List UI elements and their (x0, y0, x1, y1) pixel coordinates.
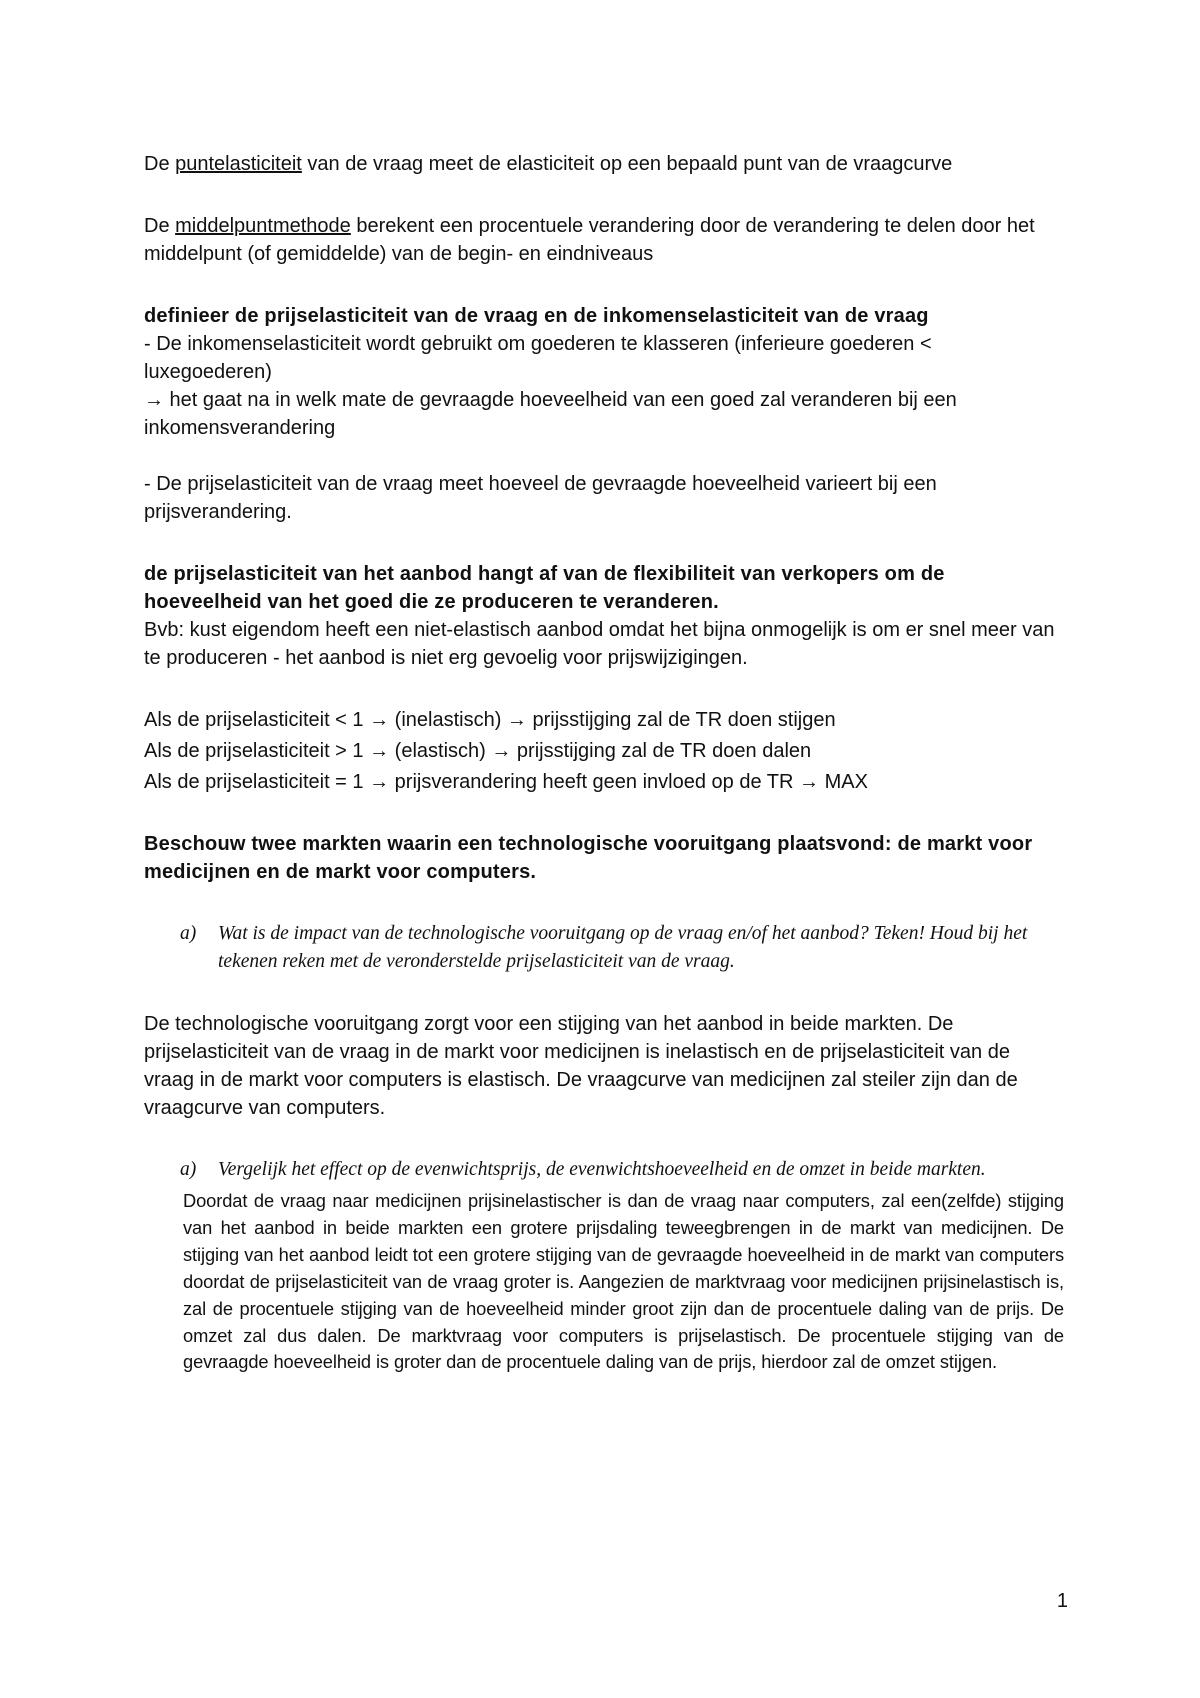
answer-b: Doordat de vraag naar medicijnen prijsinelastischer is dan de vraag naar computers, zal een(zelfde) stijging van het aanbod in beide markten een grotere prijsdaling teweegbrengen in de markt van medicijnen. De stijging van het aanbod leidt tot een grotere stijging van de gevraagde hoeveelheid in de markt van computers doordat de prijselasticiteit van de vraag groter is. Aangezien de marktvraag voor medicijnen prijsinelastisch is, zal de procentuele stijging van de hoeveelheid minder groot zijn dan de procentuele daling van de prijs. De omzet zal dus dalen. De marktvraag voor computers is prijselastisch. De procentuele stijging van de gevraagde hoeveelheid is groter dan de procentuele daling van de prijs, hierdoor zal de omzet stijgen. (183, 1190, 1064, 1373)
text-fragment: De (144, 215, 176, 237)
paragraph-puntelasticiteit (144, 150, 1064, 178)
question-marker: a) (180, 923, 197, 944)
text-fragment: Als de prijselasticiteit < 1 (144, 709, 370, 731)
text-fragment: berekent een procentuele verandering door de verandering te delen door het middelpunt (of gemiddelde) van de begin- en eindniveaus (144, 215, 1035, 265)
text-fragment: (inelastisch) (389, 709, 507, 731)
text-fragment: prijsstijging zal de TR doen dalen (511, 740, 812, 762)
page-content (144, 150, 1064, 1376)
answer-a: De technologische vooruitgang zorgt voor een stijging van het aanbod in beide markten. De prijselasticiteit van de vraag in de markt voor medicijnen is inelastisch en de prijselasticiteit van de vraag in de markt voor computers is elastisch. De vraagcurve van medicijnen zal steiler zijn dan de vraagcurve van computers. (144, 1013, 1018, 1119)
text-fragment: De (144, 153, 176, 175)
heading-markten: Beschouw twee markten waarin een technologische vooruitgang plaatsvond: de markt voor medicijnen en de markt voor computers. (144, 833, 1033, 883)
inkomenselasticiteit-line: - De inkomenselasticiteit wordt gebruikt om goederen te klasseren (inferieure goederen < luxegoederen) (144, 333, 932, 383)
arrow-icon: → (369, 709, 390, 731)
question-b (144, 1156, 1064, 1184)
underlined-term: puntelasticiteit (175, 153, 302, 175)
rule-line-3 (144, 768, 1064, 796)
text-fragment: MAX (819, 771, 868, 793)
heading-aanbod: de prijselasticiteit van het aanbod hangt af van de flexibiliteit van verkopers om de hoeveelheid van het goed die ze produceren te veranderen. (144, 563, 945, 613)
arrow-line (144, 386, 1064, 442)
text-fragment: van de vraag meet de elasticiteit op een bepaald punt van de vraagcurve (301, 153, 953, 175)
text-fragment: Als de prijselasticiteit = 1 (144, 771, 370, 793)
arrow-icon: → (506, 709, 527, 731)
arrow-icon: → (491, 740, 512, 762)
underlined-term: middelpuntmethode (175, 215, 351, 237)
rule-line-2 (144, 737, 1064, 765)
text-fragment: prijsstijging zal de TR doen stijgen (526, 709, 836, 731)
aanbod-example: Bvb: kust eigendom heeft een niet-elastisch aanbod omdat het bijna onmogelijk is om er snel meer van te produceren - het aanbod is niet erg gevoelig voor prijswijzigingen. (144, 619, 1055, 669)
arrow-icon: → (369, 740, 390, 762)
text-fragment: het gaat na in welk mate de gevraagde hoeveelheid van een goed zal veranderen bij een inkomensverandering (144, 389, 957, 439)
question-marker: a) (180, 1159, 197, 1180)
text-fragment: Als de prijselasticiteit > 1 (144, 740, 370, 762)
page-number: 1 (1056, 1590, 1068, 1612)
rule-line-1 (144, 706, 1064, 734)
arrow-icon: → (144, 389, 164, 411)
arrow-icon: → (369, 771, 390, 793)
paragraph-middelpuntmethode (144, 212, 1064, 268)
question-a (144, 920, 1064, 976)
question-text: Vergelijk het effect op de evenwichtsprijs, de evenwichtshoeveelheid en de omzet in beide markten. (218, 1159, 986, 1180)
text-fragment: prijsverandering heeft geen invloed op de TR (389, 771, 800, 793)
question-text: Wat is de impact van de technologische vooruitgang op de vraag en/of het aanbod? Teken! Houd bij het tekenen reken met de veronderstelde prijselasticiteit van de vraag. (218, 923, 1028, 972)
heading-elasticities: definieer de prijselasticiteit van de vraag en de inkomenselasticiteit van de vraag (144, 305, 929, 327)
text-fragment: (elastisch) (389, 740, 492, 762)
prijselasticiteit-line: - De prijselasticiteit van de vraag meet hoeveel de gevraagde hoeveelheid varieert bij een prijsverandering. (144, 473, 937, 523)
arrow-icon: → (799, 771, 820, 793)
